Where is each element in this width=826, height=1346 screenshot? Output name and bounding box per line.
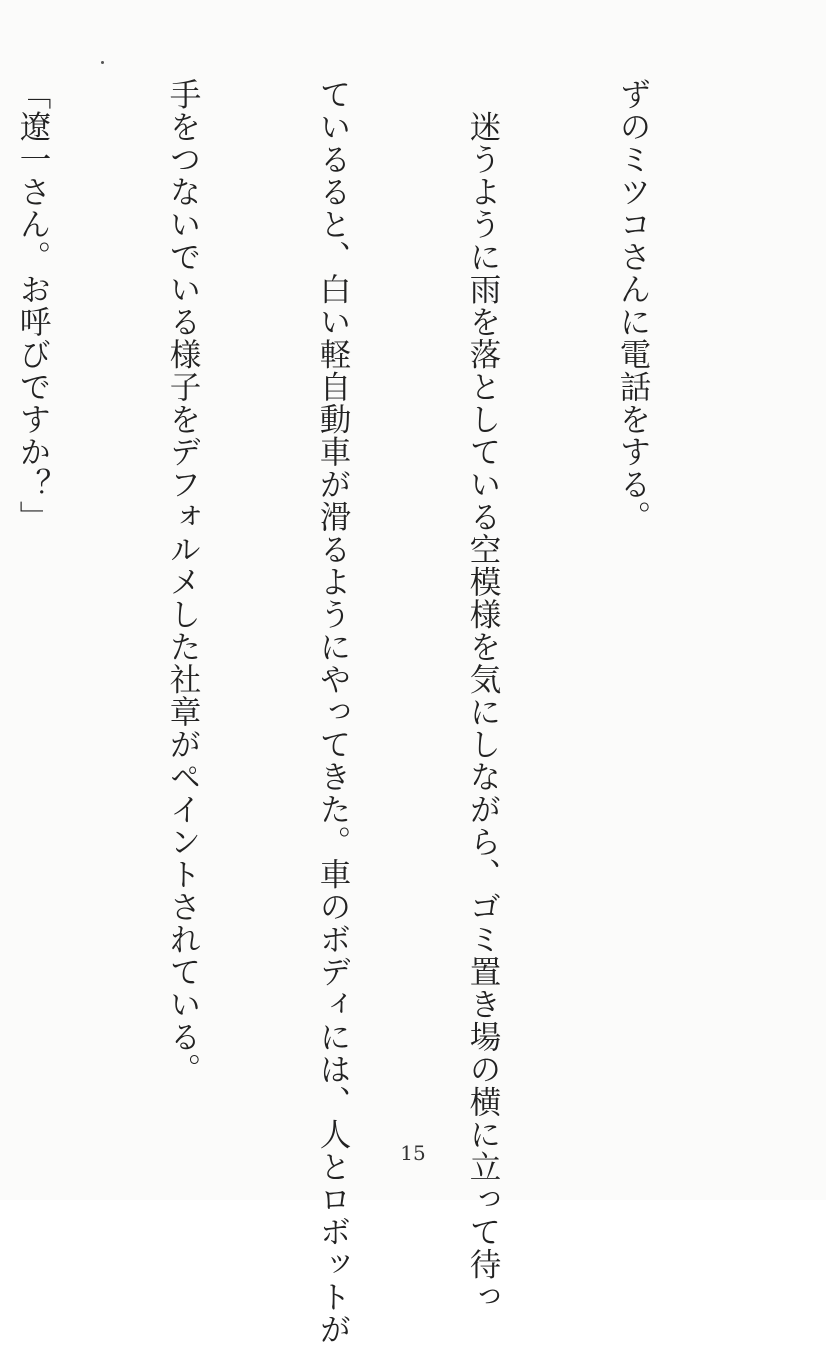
page-number: 15 [400,1141,426,1165]
text-column: 迷うように雨を落としている空模様を気にしながら、ゴミ置き場の横に立って待っ [465,78,501,1313]
text-column: ているると、白い軽自動車が滑るようにやってきた。車のボディには、人とロボットが [315,78,351,1346]
text-column: 手をつないでいる様子をデフォルメした社章がペイントされている。 [165,78,201,1086]
text-column: 「遼一さん。お呼びですか？」 [15,78,51,533]
paper-speck [101,61,104,64]
text-column: ずのミツコさんに電話をする。 [615,78,651,533]
